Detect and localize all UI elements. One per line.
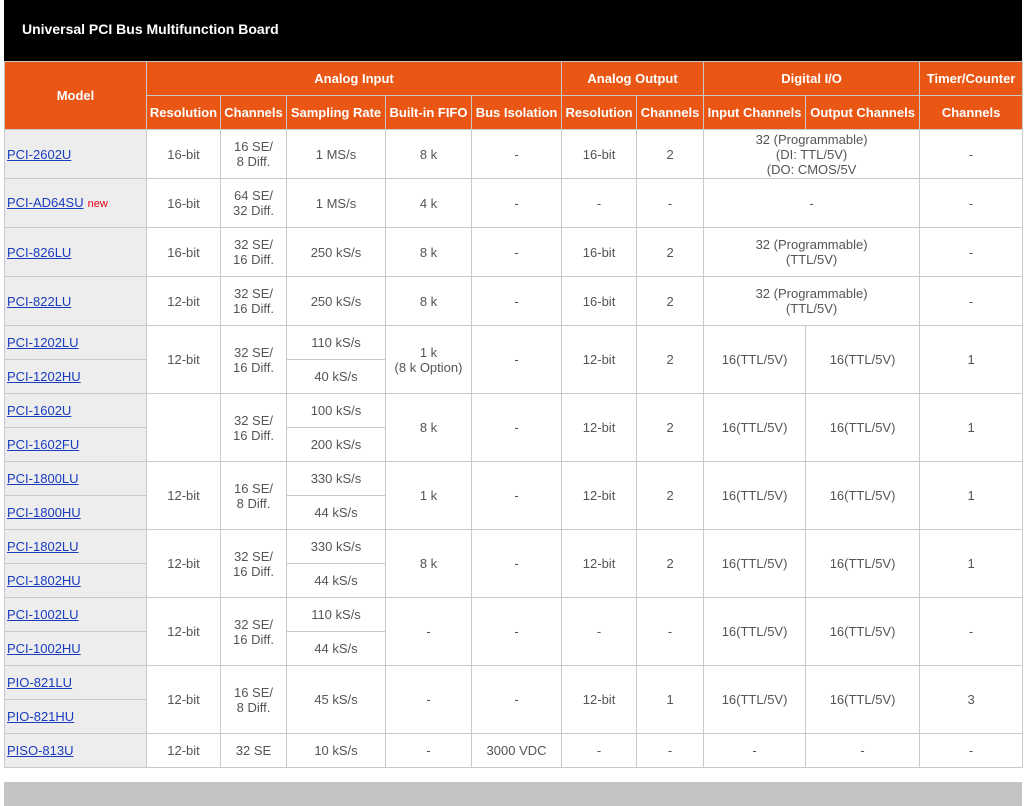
ai-resolution: 12-bit — [147, 277, 221, 326]
dio-input: 16(TTL/5V) — [704, 326, 806, 394]
ao-channels: 2 — [637, 277, 704, 326]
model-link[interactable]: PISO-813U — [7, 743, 74, 758]
tc-channels: - — [920, 130, 1023, 179]
dio-input: 16(TTL/5V) — [704, 394, 806, 462]
dio-channels: 32 (Programmable) (DI: TTL/5V) (DO: CMOS/5V — [704, 130, 920, 179]
model-link[interactable]: PCI-AD64SU — [7, 194, 84, 210]
dio-output: 16(TTL/5V) — [806, 530, 920, 598]
ai-channels: 32 SE/ 16 Diff. — [221, 228, 287, 277]
tc-channels: 1 — [920, 394, 1023, 462]
dio-output: 16(TTL/5V) — [806, 326, 920, 394]
model-cell — [5, 564, 147, 598]
ai-sampling-rate: 1 MS/s — [287, 179, 386, 228]
model-cell — [5, 462, 147, 496]
ai-resolution: 12-bit — [147, 326, 221, 394]
ai-sampling-rate: 40 kS/s — [287, 360, 386, 394]
ai-resolution: 12-bit — [147, 734, 221, 768]
ao-channels: 2 — [637, 130, 704, 179]
model-link[interactable]: PCI-1602FU — [7, 437, 80, 452]
header-timer-counter: Timer/Counter — [920, 62, 1023, 96]
ai-channels: 32 SE/ 16 Diff. — [221, 598, 287, 666]
ai-fifo: 4 k — [386, 179, 472, 228]
ai-fifo: - — [386, 734, 472, 768]
ai-sampling-rate: 250 kS/s — [287, 277, 386, 326]
ao-resolution: - — [562, 734, 637, 768]
tc-channels: 3 — [920, 666, 1023, 734]
ao-resolution: 12-bit — [562, 394, 637, 462]
tc-channels: 1 — [920, 462, 1023, 530]
model-link[interactable]: PCI-1202HU — [7, 369, 81, 384]
ai-channels: 16 SE/ 8 Diff. — [221, 130, 287, 179]
ai-bus-isolation: - — [472, 277, 562, 326]
model-cell — [5, 326, 147, 360]
page-title: Universal PCI Bus Multifunction Board — [22, 21, 279, 37]
header-ai-bus-isolation: Bus Isolation — [472, 96, 562, 130]
ai-channels: 32 SE/ 16 Diff. — [221, 394, 287, 462]
model-link[interactable]: PCI-1002HU — [7, 641, 81, 656]
header-ao-resolution: Resolution — [562, 96, 637, 130]
ai-resolution: 12-bit — [147, 462, 221, 530]
ai-resolution: 12-bit — [147, 598, 221, 666]
ao-resolution: - — [562, 179, 637, 228]
table-row — [5, 462, 1023, 496]
ai-bus-isolation: - — [472, 179, 562, 228]
ao-channels: 2 — [637, 530, 704, 598]
ao-resolution: 12-bit — [562, 530, 637, 598]
ai-sampling-rate: 100 kS/s — [287, 394, 386, 428]
header-ai-fifo: Built-in FIFO — [386, 96, 472, 130]
ai-sampling-rate: 44 kS/s — [287, 632, 386, 666]
ao-channels: 1 — [637, 666, 704, 734]
model-link[interactable]: PIO-821HU — [7, 709, 75, 724]
table-row — [5, 734, 1023, 768]
model-link[interactable]: PCI-1602U — [7, 403, 72, 418]
header-digital-io: Digital I/O — [704, 62, 920, 96]
ai-fifo: 1 k — [386, 462, 472, 530]
table-row — [5, 598, 1023, 632]
ao-resolution: 12-bit — [562, 666, 637, 734]
ai-bus-isolation: - — [472, 530, 562, 598]
ai-channels: 32 SE/ 16 Diff. — [221, 326, 287, 394]
ai-sampling-rate: 200 kS/s — [287, 428, 386, 462]
ai-sampling-rate: 1 MS/s — [287, 130, 386, 179]
ao-channels: - — [637, 734, 704, 768]
dio-output: 16(TTL/5V) — [806, 394, 920, 462]
header-ai-channels: Channels — [221, 96, 287, 130]
ai-sampling-rate: 10 kS/s — [287, 734, 386, 768]
title-bar — [4, 0, 1022, 61]
ai-bus-isolation: - — [472, 598, 562, 666]
ai-sampling-rate: 44 kS/s — [287, 564, 386, 598]
ai-resolution — [147, 394, 221, 462]
table-row — [5, 394, 1023, 428]
ai-fifo: 8 k — [386, 394, 472, 462]
ai-bus-isolation: - — [472, 666, 562, 734]
model-cell — [5, 700, 147, 734]
dio-channels: 32 (Programmable) (TTL/5V) — [704, 277, 920, 326]
ai-fifo: - — [386, 666, 472, 734]
model-cell — [5, 530, 147, 564]
ai-channels: 32 SE — [221, 734, 287, 768]
model-link[interactable]: PCI-1202LU — [7, 335, 79, 350]
ao-resolution: 16-bit — [562, 130, 637, 179]
dio-channels: - — [704, 179, 920, 228]
ai-resolution: 16-bit — [147, 228, 221, 277]
table-row — [5, 277, 1023, 326]
table-row — [5, 666, 1023, 700]
header-model: Model — [5, 62, 147, 130]
model-cell — [5, 394, 147, 428]
table-row — [5, 130, 1023, 179]
ai-bus-isolation: - — [472, 394, 562, 462]
table-row — [5, 179, 1023, 228]
ao-channels: 2 — [637, 228, 704, 277]
model-link[interactable]: PCI-1002LU — [7, 607, 79, 622]
tc-channels: - — [920, 179, 1023, 228]
ai-sampling-rate: 110 kS/s — [287, 326, 386, 360]
ai-bus-isolation: - — [472, 228, 562, 277]
ai-channels: 16 SE/ 8 Diff. — [221, 462, 287, 530]
tc-channels: - — [920, 277, 1023, 326]
tc-channels: - — [920, 598, 1023, 666]
ai-fifo: - — [386, 598, 472, 666]
ai-fifo: 8 k — [386, 130, 472, 179]
ai-fifo: 1 k (8 k Option) — [386, 326, 472, 394]
dio-input: 16(TTL/5V) — [704, 462, 806, 530]
header-ai-resolution: Resolution — [147, 96, 221, 130]
ai-bus-isolation: 3000 VDC — [472, 734, 562, 768]
ai-channels: 16 SE/ 8 Diff. — [221, 666, 287, 734]
model-link[interactable]: PCI-2602U — [7, 146, 72, 162]
header-analog-output: Analog Output — [562, 62, 704, 96]
ai-channels: 32 SE/ 16 Diff. — [221, 530, 287, 598]
model-cell — [5, 130, 147, 179]
ao-channels: 2 — [637, 462, 704, 530]
header-dio-output: Output Channels — [806, 96, 920, 130]
ai-fifo: 8 k — [386, 530, 472, 598]
ai-sampling-rate: 330 kS/s — [287, 530, 386, 564]
ao-resolution: 16-bit — [562, 228, 637, 277]
ao-channels: 2 — [637, 326, 704, 394]
ai-bus-isolation: - — [472, 462, 562, 530]
ao-resolution: 16-bit — [562, 277, 637, 326]
model-link[interactable]: PCI-826LU — [7, 244, 72, 260]
model-cell — [5, 598, 147, 632]
model-link[interactable]: PIO-821LU — [7, 675, 73, 690]
ao-channels: 2 — [637, 394, 704, 462]
dio-channels: 32 (Programmable) (TTL/5V) — [704, 228, 920, 277]
header-analog-input: Analog Input — [147, 62, 562, 96]
ao-channels: - — [637, 598, 704, 666]
dio-output: - — [806, 734, 920, 768]
header-tc-channels: Channels — [920, 96, 1023, 130]
table-row — [5, 530, 1023, 564]
model-cell — [5, 734, 147, 768]
ai-fifo: 8 k — [386, 277, 472, 326]
header-ao-channels: Channels — [637, 96, 704, 130]
table-row — [5, 326, 1023, 360]
model-cell — [5, 428, 147, 462]
model-cell — [5, 179, 147, 228]
dio-output: 16(TTL/5V) — [806, 598, 920, 666]
ai-resolution: 12-bit — [147, 666, 221, 734]
ai-bus-isolation: - — [472, 130, 562, 179]
ai-channels: 32 SE/ 16 Diff. — [221, 277, 287, 326]
ai-resolution: 12-bit — [147, 530, 221, 598]
footer-bar — [4, 782, 1022, 806]
dio-input: 16(TTL/5V) — [704, 598, 806, 666]
tc-channels: 1 — [920, 326, 1023, 394]
dio-input: 16(TTL/5V) — [704, 530, 806, 598]
table-row — [5, 228, 1023, 277]
model-link[interactable]: PCI-1802LU — [7, 539, 79, 554]
tc-channels: - — [920, 734, 1023, 768]
ai-sampling-rate: 45 kS/s — [287, 666, 386, 734]
ai-sampling-rate: 44 kS/s — [287, 496, 386, 530]
model-cell — [5, 632, 147, 666]
model-cell — [5, 666, 147, 700]
model-cell — [5, 496, 147, 530]
dio-output: 16(TTL/5V) — [806, 666, 920, 734]
ao-resolution: 12-bit — [562, 462, 637, 530]
header-dio-input: Input Channels — [704, 96, 806, 130]
tc-channels: 1 — [920, 530, 1023, 598]
model-link[interactable]: PCI-1800HU — [7, 505, 81, 520]
model-cell — [5, 228, 147, 277]
ao-resolution: - — [562, 598, 637, 666]
new-badge: new — [87, 197, 108, 210]
model-link[interactable]: PCI-1802HU — [7, 573, 81, 588]
ai-sampling-rate: 250 kS/s — [287, 228, 386, 277]
dio-input: 16(TTL/5V) — [704, 666, 806, 734]
ao-channels: - — [637, 179, 704, 228]
model-link[interactable]: PCI-1800LU — [7, 471, 79, 486]
ai-resolution: 16-bit — [147, 179, 221, 228]
ai-channels: 64 SE/ 32 Diff. — [221, 179, 287, 228]
ai-sampling-rate: 330 kS/s — [287, 462, 386, 496]
ai-sampling-rate: 110 kS/s — [287, 598, 386, 632]
model-cell — [5, 360, 147, 394]
tc-channels: - — [920, 228, 1023, 277]
model-link[interactable]: PCI-822LU — [7, 293, 72, 309]
spec-table — [4, 61, 1023, 768]
model-cell — [5, 277, 147, 326]
header-ai-sampling-rate: Sampling Rate — [287, 96, 386, 130]
ai-resolution: 16-bit — [147, 130, 221, 179]
dio-input: - — [704, 734, 806, 768]
dio-output: 16(TTL/5V) — [806, 462, 920, 530]
ao-resolution: 12-bit — [562, 326, 637, 394]
ai-fifo: 8 k — [386, 228, 472, 277]
ai-bus-isolation: - — [472, 326, 562, 394]
